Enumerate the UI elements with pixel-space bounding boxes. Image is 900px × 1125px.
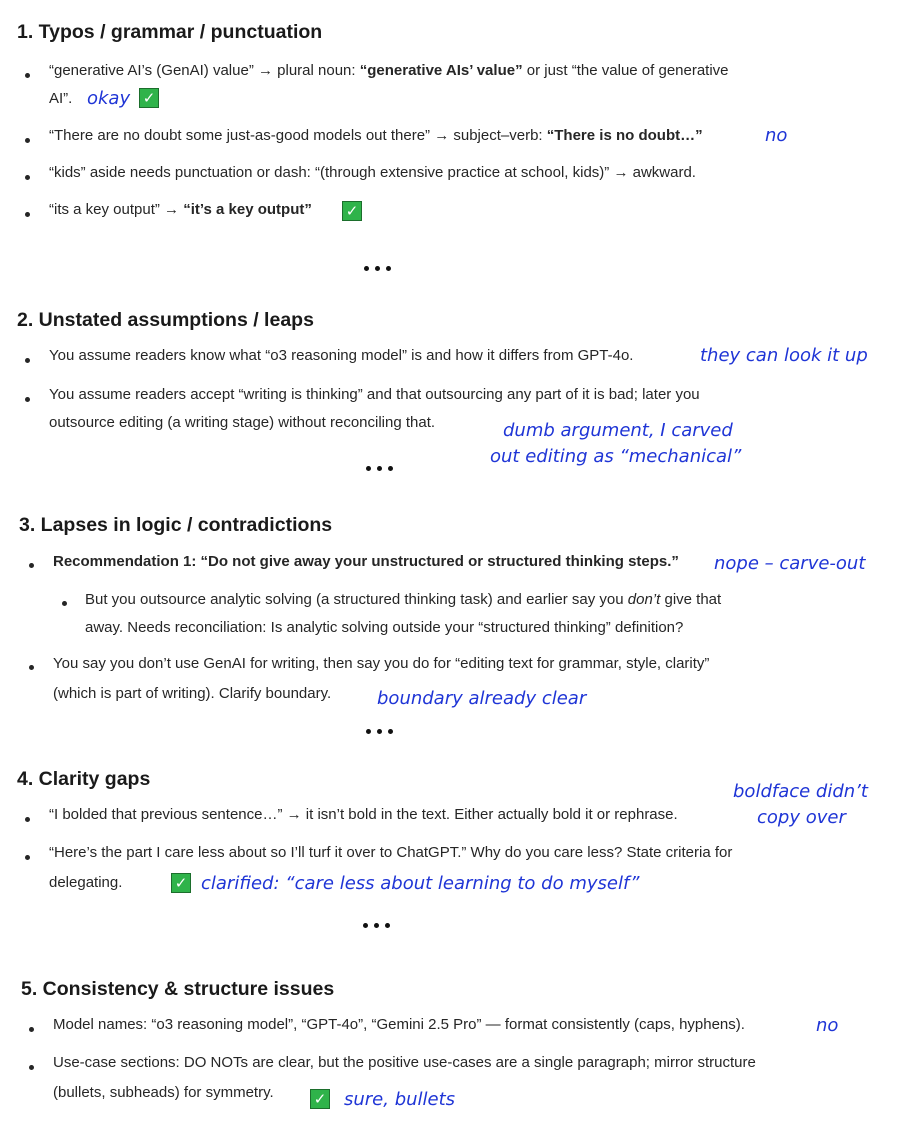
check-icon: ✓ (171, 873, 191, 893)
bullet (25, 138, 30, 143)
bullet (25, 73, 30, 78)
bullet (62, 601, 67, 606)
ellipsis-separator (366, 729, 393, 734)
list-item-line2: delegating. (49, 874, 123, 891)
list-item: “kids” aside needs punctuation or dash: “(through extensive practice at school, kids)” → awkward. (49, 164, 696, 181)
section-heading-4: 4. Clarity gaps (17, 768, 151, 790)
annotation-bullets: sure, bullets (344, 1089, 456, 1110)
list-item: “I bolded that previous sentence…” → it isn’t bold in the text. Either actually bold it or rephrase. (49, 806, 678, 823)
list-item-line2: outsource editing (a writing stage) without reconciling that. (49, 414, 436, 431)
list-item-line2: away. Needs reconciliation: Is analytic solving outside your “structured thinking” definition? (85, 619, 684, 636)
ellipsis-separator (363, 923, 390, 928)
list-item: But you outsource analytic solving (a structured thinking task) and earlier say you don’t give that (85, 591, 722, 608)
check-icon: ✓ (342, 201, 362, 221)
annotation-nope: nope – carve-out (714, 553, 866, 574)
check-icon: ✓ (310, 1089, 330, 1109)
annotation-clarified: clarified: “care less about learning to do myself” (201, 873, 640, 894)
section-heading-5: 5. Consistency & structure issues (21, 978, 335, 1000)
list-item: “generative AI’s (GenAI) value” → plural noun: “generative AIs’ value” or just “the value of generative (49, 62, 729, 79)
list-item-line2: AI”. (49, 90, 73, 107)
ellipsis-separator (366, 466, 393, 471)
annotation-no: no (765, 125, 788, 146)
annotation-boundary: boundary already clear (377, 688, 587, 709)
list-item: You say you don’t use GenAI for writing, then say you do for “editing text for grammar, style, clarity” (53, 655, 710, 672)
section-heading-1: 1. Typos / grammar / punctuation (17, 21, 323, 43)
annotation-look-it-up: they can look it up (700, 345, 868, 366)
list-item: Recommendation 1: “Do not give away your unstructured or structured thinking steps.” (53, 553, 679, 570)
bullet (25, 175, 30, 180)
bullet (29, 1065, 34, 1070)
bullet (25, 817, 30, 822)
list-item: You assume readers know what “o3 reasoning model” is and how it differs from GPT-4o. (49, 347, 634, 364)
bullet (29, 665, 34, 670)
annotation-okay: okay (87, 88, 131, 109)
list-item: Model names: “o3 reasoning model”, “GPT-4o”, “Gemini 2.5 Pro” — format consistently (caps, hyphens). (53, 1016, 745, 1033)
annotation-boldface: boldface didn’t (733, 781, 868, 802)
list-item: “its a key output” → “it’s a key output” (49, 201, 312, 218)
list-item: “Here’s the part I care less about so I’ll turf it over to ChatGPT.” Why do you care less? State criteria for (49, 844, 733, 861)
check-icon: ✓ (139, 88, 159, 108)
ellipsis-separator (364, 266, 391, 271)
annotation-dumb-argument-2: out editing as “mechanical” (490, 446, 742, 467)
annotation-no-2: no (816, 1015, 839, 1036)
bullet (25, 855, 30, 860)
bullet (29, 1027, 34, 1032)
list-item: You assume readers accept “writing is thinking” and that outsourcing any part of it is bad; later you (49, 386, 700, 403)
list-item: Use-case sections: DO NOTs are clear, but the positive use-cases are a single paragraph; mirror structure (53, 1054, 756, 1071)
section-heading-2: 2. Unstated assumptions / leaps (17, 309, 314, 331)
bullet (25, 397, 30, 402)
list-item-line2: (bullets, subheads) for symmetry. (53, 1084, 274, 1101)
bullet (29, 563, 34, 568)
list-item: “There are no doubt some just-as-good models out there” → subject–verb: “There is no doubt…” (49, 127, 703, 144)
bullet (25, 358, 30, 363)
annotation-dumb-argument: dumb argument, I carved (503, 420, 733, 441)
annotation-boldface-2: copy over (757, 807, 846, 828)
bullet (25, 212, 30, 217)
list-item-line2: (which is part of writing). Clarify boundary. (53, 685, 332, 702)
section-heading-3: 3. Lapses in logic / contradictions (19, 514, 333, 536)
